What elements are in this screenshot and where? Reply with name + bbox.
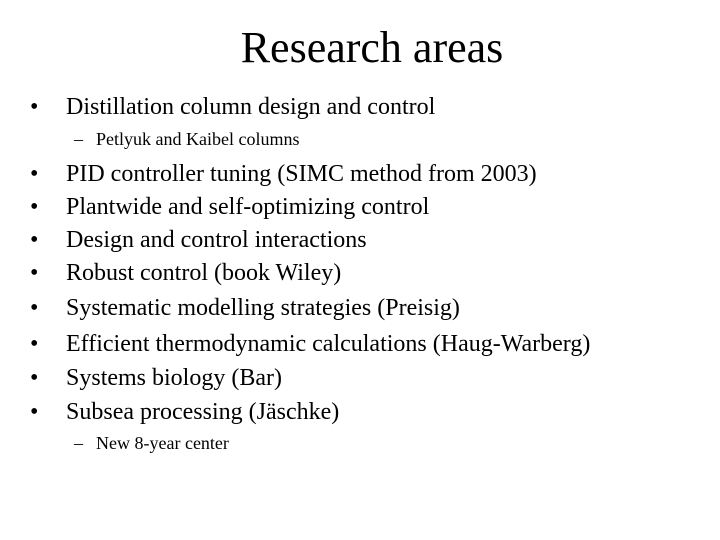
bullet-item [30, 160, 537, 188]
bullet-icon: • [30, 227, 39, 253]
bullet-item [30, 193, 429, 221]
bullet-text: Subsea processing (Jäschke) [66, 399, 340, 425]
bullet-icon: • [30, 365, 39, 391]
dash-icon: – [74, 129, 83, 149]
bullet-item [30, 330, 590, 358]
bullet-text: Efficient thermodynamic calculations (Haug-Warberg) [66, 331, 591, 357]
sub-bullet-item [74, 128, 299, 150]
dash-icon: – [74, 433, 83, 453]
sub-bullet-item [74, 432, 229, 454]
sub-bullet-text: New 8-year center [96, 433, 229, 453]
bullet-text: Distillation column design and control [66, 94, 436, 120]
bullet-item [30, 93, 435, 121]
bullet-text: PID controller tuning (SIMC method from 2003) [66, 161, 537, 187]
bullet-item [30, 259, 341, 287]
bullet-item [30, 364, 282, 392]
bullet-icon: • [30, 295, 39, 321]
bullet-icon: • [30, 260, 39, 286]
bullet-icon: • [30, 331, 39, 357]
bullet-text: Robust control (book Wiley) [66, 260, 342, 286]
bullet-icon: • [30, 399, 39, 425]
bullet-item [30, 398, 339, 426]
bullet-text: Systematic modelling strategies (Preisig) [66, 295, 460, 321]
bullet-icon: • [30, 194, 39, 220]
bullet-item [30, 226, 367, 254]
bullet-text: Systems biology (Bar) [66, 365, 282, 391]
bullet-text: Design and control interactions [66, 227, 367, 253]
bullet-icon: • [30, 94, 39, 120]
bullet-text: Plantwide and self-optimizing control [66, 194, 430, 220]
bullet-icon: • [30, 161, 39, 187]
slide-title: Research areas [240, 23, 504, 72]
bullet-item [30, 294, 460, 322]
sub-bullet-text: Petlyuk and Kaibel columns [96, 129, 300, 149]
